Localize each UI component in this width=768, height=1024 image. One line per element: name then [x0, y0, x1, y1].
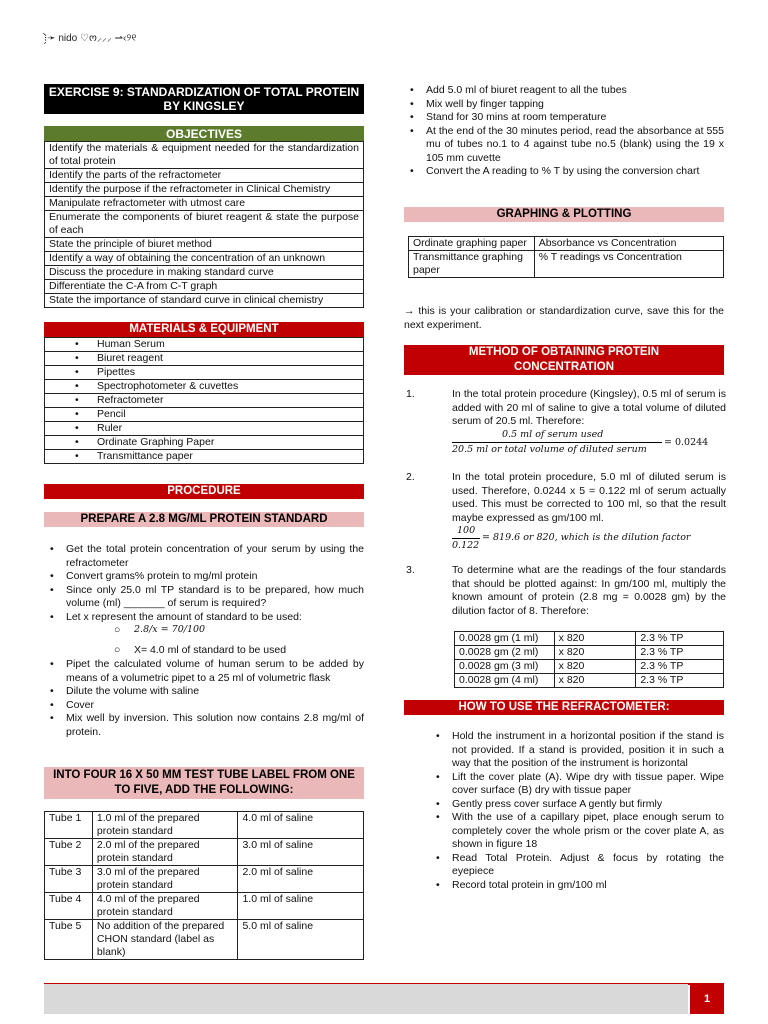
reading-row [455, 660, 724, 674]
reading-row [455, 674, 724, 688]
objective-row-cell: State the importance of standard curve in clinical chemistry [45, 294, 364, 308]
prepare-step: • Let x represent the amount of standard to be used: [44, 611, 364, 625]
tube-row-cell: 5.0 ml of saline [238, 920, 364, 960]
material-row-cell: • Pipettes [45, 366, 364, 380]
material-row-cell: • Pencil [45, 408, 364, 422]
tube-row-cell: No addition of the prepared CHON standard (label as blank) [92, 920, 238, 960]
tube-row-cell: 4.0 ml of the prepared protein standard [92, 893, 238, 920]
brand-text: ⁝̗̀➛ nido ♡ო⸝⸝⸝ ⇀‹୨୧ [44, 33, 137, 44]
reading-row-cell: 0.0028 gm (3 ml) [455, 660, 555, 674]
reading-row-cell: 0.0028 gm (1 ml) [455, 632, 555, 646]
tube-row-cell: 3.0 ml of the prepared protein standard [92, 866, 238, 893]
material-row [45, 352, 364, 366]
tube-row-cell: 1.0 ml of the prepared protein standard [92, 812, 238, 839]
refractometer-step: • Record total protein in gm/100 ml [430, 879, 724, 893]
materials-table [44, 337, 364, 464]
reading-row-cell: x 820 [554, 674, 636, 688]
objective-row [45, 142, 364, 169]
objective-row [45, 169, 364, 183]
refractometer-step: • Read Total Protein. Adjust & focus by rotating the eyepiece [430, 852, 724, 879]
material-row [45, 366, 364, 380]
tube-row [45, 839, 364, 866]
tube-row-cell: Tube 1 [45, 812, 93, 839]
objective-row [45, 266, 364, 280]
refractometer-header: HOW TO USE THE REFRACTOMETER: [404, 700, 724, 715]
tube-row [45, 866, 364, 893]
reading-row-cell: 2.3 % TP [636, 632, 724, 646]
refractometer-step: • Lift the cover plate (A). Wipe dry with tissue paper. Wipe cover surface (B) dry with tissue paper [430, 771, 724, 798]
procedure-step: • At the end of the 30 minutes period, read the absorbance at 555 mu of tubes no.1 to 4 against tube no.5 (blank) using the 19 x 105 mm cuvette [404, 125, 724, 166]
graphing-row [409, 237, 724, 251]
footer-bar [44, 984, 688, 1014]
tube-row [45, 812, 364, 839]
prepare-step: • Cover [44, 699, 364, 713]
prepare-step: • Since only 25.0 ml TP standard is to be prepared, how much volume (ml) _______ of serum is required? [44, 584, 364, 611]
graphing-row-cell: Absorbance vs Concentration [534, 237, 723, 251]
objective-row-cell: Differentiate the C-A from C-T graph [45, 280, 364, 294]
tube-row-cell: Tube 5 [45, 920, 93, 960]
procedure-step: • Mix well by finger tapping [404, 98, 724, 112]
procedure-steps-continued [404, 84, 724, 179]
method-header: METHOD OF OBTAINING PROTEIN CONCENTRATION [404, 345, 724, 375]
objective-row [45, 238, 364, 252]
graphing-row-cell: % T readings vs Concentration [534, 251, 723, 278]
tube-row [45, 920, 364, 960]
readings-table [454, 631, 724, 688]
procedure-header: PROCEDURE [44, 484, 364, 499]
objective-row-cell: Identify the materials & equipment needed for the standardization of total protein [45, 142, 364, 169]
page-number: 1 [690, 984, 724, 1014]
procedure-step: • Stand for 30 mins at room temperature [404, 111, 724, 125]
objective-row-cell: Identify a way of obtaining the concentration of an unknown [45, 252, 364, 266]
reading-row-cell: 0.0028 gm (4 ml) [455, 674, 555, 688]
prepare-steps-continued [44, 658, 364, 739]
prepare-step: • Pipet the calculated volume of human serum to be added by means of a volumetric pipet to a 25 ml of volumetric flask [44, 658, 364, 685]
tube-row-cell: 1.0 ml of saline [238, 893, 364, 920]
objective-row [45, 280, 364, 294]
graphing-row [409, 251, 724, 278]
calibration-note: → this is your calibration or standardization curve, save this for the next experiment. [404, 305, 724, 331]
tube-row-cell: 2.0 ml of saline [238, 866, 364, 893]
tube-row-cell: 3.0 ml of saline [238, 839, 364, 866]
prepare-steps [44, 543, 364, 624]
prepare-step: • Mix well by inversion. This solution now contains 2.8 mg/ml of protein. [44, 712, 364, 739]
tube-row-cell: Tube 3 [45, 866, 93, 893]
objectives-table [44, 141, 364, 308]
graphing-row-cell: Transmittance graphing paper [409, 251, 535, 278]
refractometer-step: • Hold the instrument in a horizontal position if the stand is not provided. If a stand is provided, position it in such a way that the position of the instrument is horizontal [430, 730, 724, 771]
tube-row [45, 893, 364, 920]
tube-row-cell: 4.0 ml of saline [238, 812, 364, 839]
reading-row-cell: x 820 [554, 660, 636, 674]
material-row [45, 436, 364, 450]
graphing-header: GRAPHING & PLOTTING [404, 207, 724, 222]
graphing-row-cell: Ordinate graphing paper [409, 237, 535, 251]
tube-row-cell: Tube 4 [45, 893, 93, 920]
prepare-step: • Get the total protein concentration of your serum by using the refractometer [44, 543, 364, 570]
material-row-cell: • Human Serum [45, 338, 364, 352]
refractometer-steps [430, 730, 724, 892]
procedure-step: • Convert the A reading to % T by using the conversion chart [404, 165, 724, 179]
reading-row-cell: x 820 [554, 646, 636, 660]
material-row-cell: • Transmittance paper [45, 450, 364, 464]
prepare-header: PREPARE A 2.8 MG/ML PROTEIN STANDARD [44, 512, 364, 527]
objective-row [45, 252, 364, 266]
refractometer-step: • Gently press cover surface A gently but firmly [430, 798, 724, 812]
objective-row-cell: Discuss the procedure in making standard curve [45, 266, 364, 280]
prepare-step: • Convert grams% protein to mg/ml protein [44, 570, 364, 584]
objective-row-cell: Identify the purpose if the refractometer in Clinical Chemistry [45, 183, 364, 197]
tubes-header: INTO FOUR 16 X 50 MM TEST TUBE LABEL FROM ONE TO FIVE, ADD THE FOLLOWING: [44, 767, 364, 799]
objective-row [45, 211, 364, 238]
objective-row-cell: Enumerate the components of biuret reagent & state the purpose of each [45, 211, 364, 238]
material-row-cell: • Ordinate Graphing Paper [45, 436, 364, 450]
refractometer-step: • With the use of a capillary pipet, place enough serum to completely cover the whole prism or the cover plate A, as shown in figure 18 [430, 811, 724, 852]
reading-row-cell: x 820 [554, 632, 636, 646]
tubes-table [44, 811, 364, 960]
exercise-title: EXERCISE 9: STANDARDIZATION OF TOTAL PROTEIN BY KINGSLEY [44, 84, 364, 114]
reading-row [455, 646, 724, 660]
objectives-header: OBJECTIVES [44, 126, 364, 142]
material-row [45, 338, 364, 352]
prepare-step: • Dilute the volume with saline [44, 685, 364, 699]
material-row [45, 408, 364, 422]
material-row-cell: • Spectrophotometer & cuvettes [45, 380, 364, 394]
reading-row [455, 632, 724, 646]
reading-row-cell: 2.3 % TP [636, 646, 724, 660]
reading-row-cell: 0.0028 gm (2 ml) [455, 646, 555, 660]
objective-row [45, 197, 364, 211]
material-row [45, 394, 364, 408]
materials-header: MATERIALS & EQUIPMENT [44, 322, 364, 337]
tube-row-cell: Tube 2 [45, 839, 93, 866]
tube-row-cell: 2.0 ml of the prepared protein standard [92, 839, 238, 866]
graphing-table [408, 236, 724, 278]
objective-row-cell: Manipulate refractometer with utmost care [45, 197, 364, 211]
objective-row-cell: State the principle of biuret method [45, 238, 364, 252]
material-row-cell: • Refractometer [45, 394, 364, 408]
procedure-step: • Add 5.0 ml of biuret reagent to all the tubes [404, 84, 724, 98]
ratio-formula: 2.8/x = 70/100 [134, 624, 206, 635]
material-row [45, 380, 364, 394]
material-row-cell: • Ruler [45, 422, 364, 436]
material-row [45, 450, 364, 464]
objective-row [45, 294, 364, 308]
material-row [45, 422, 364, 436]
reading-row-cell: 2.3 % TP [636, 660, 724, 674]
objective-row-cell: Identify the parts of the refractometer [45, 169, 364, 183]
objective-row [45, 183, 364, 197]
material-row-cell: • Biuret reagent [45, 352, 364, 366]
reading-row-cell: 2.3 % TP [636, 674, 724, 688]
